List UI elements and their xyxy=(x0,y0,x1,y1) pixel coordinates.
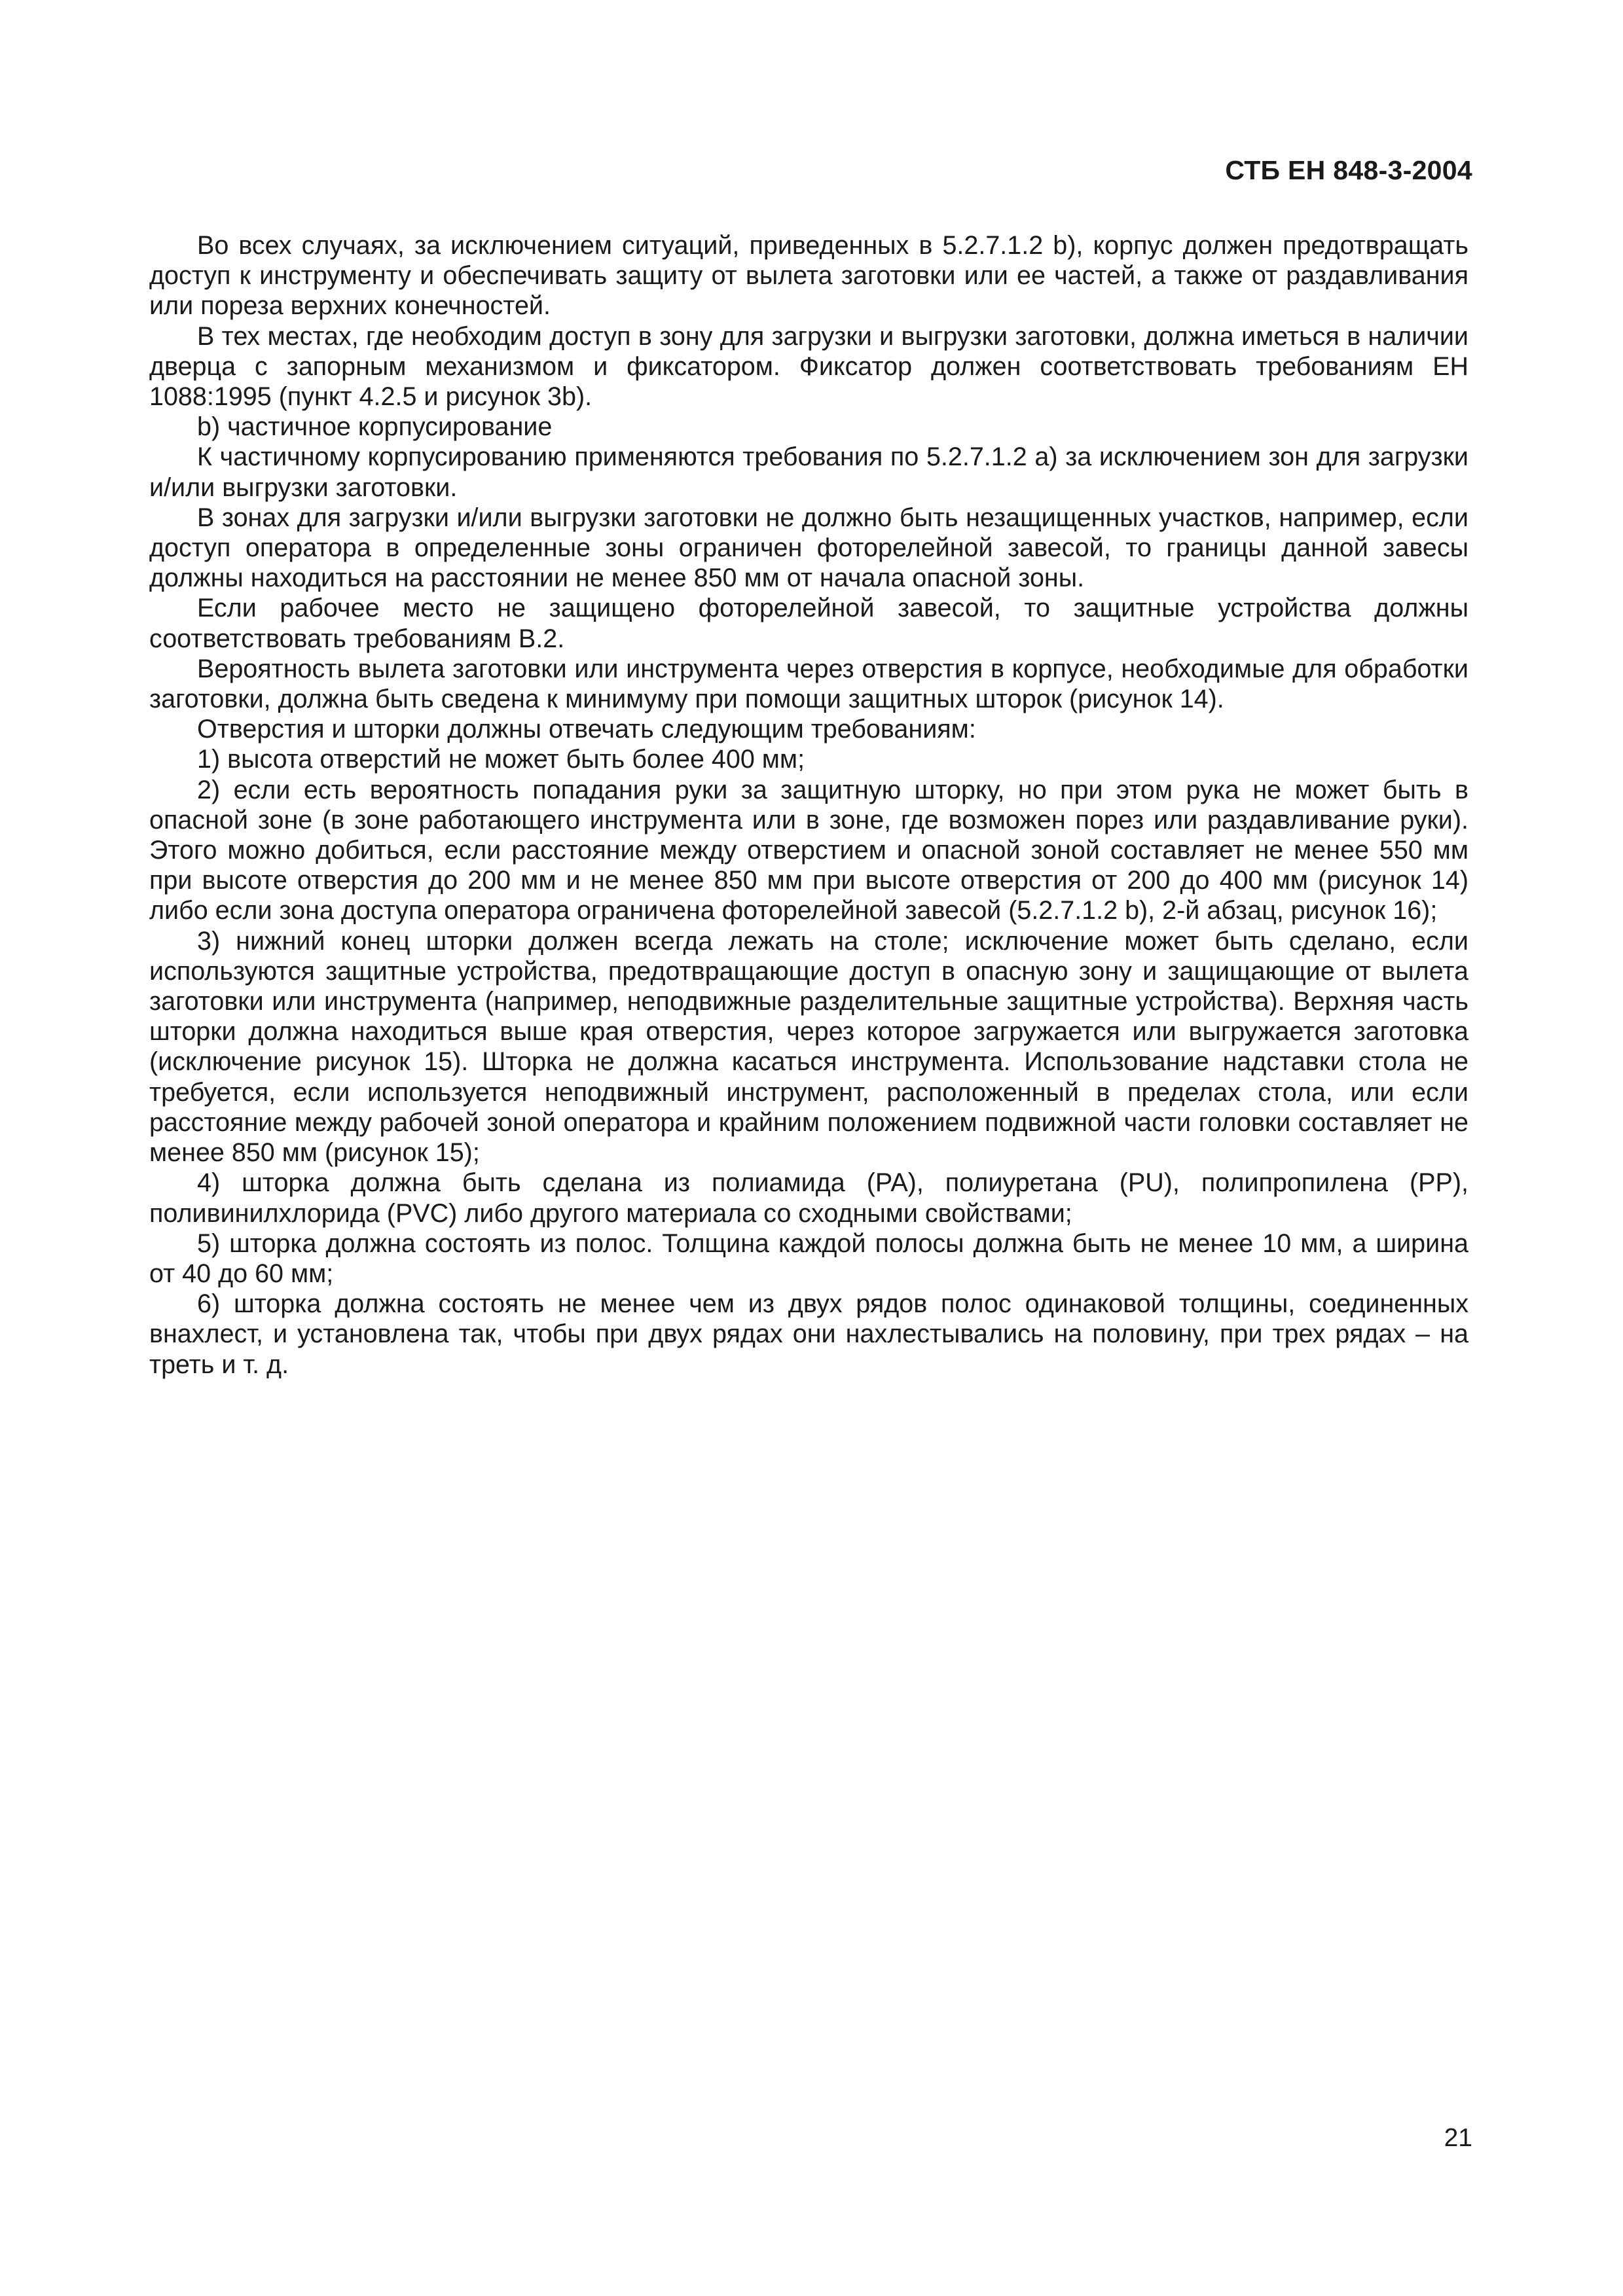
paragraph: В зонах для загрузки и/или выгрузки заготовки не должно быть незащищенных участков, например, если доступ оператора в определенные зоны ограничен фоторелейной завесой, то границы данной завесы должны находиться на расстоянии не менее 850 мм от начала опасной зоны. xyxy=(149,503,1468,593)
paragraph: В тех местах, где необходим доступ в зону для загрузки и выгрузки заготовки, должна иметься в наличии дверца с запорным механизмом и фиксатором. Фиксатор должен соответствовать требованиям ЕН 1088:1995 (пункт 4.2.5 и рисунок 3b). xyxy=(149,321,1468,412)
list-item: 4) шторка должна быть сделана из полиамида (PA), полиуретана (PU), полипропилена (PP), поливинилхлорида (PVC) либо другого материала со сходными свойствами; xyxy=(149,1168,1468,1228)
document-code-header: СТБ ЕН 848-3-2004 xyxy=(1225,155,1472,185)
list-item: 6) шторка должна состоять не менее чем из двух рядов полос одинаковой толщины, соединенных внахлест, и установлена так, чтобы при двух рядах они нахлестывались на половину, при трех рядах – на треть и т. д. xyxy=(149,1289,1468,1379)
paragraph: Во всех случаях, за исключением ситуаций, приведенных в 5.2.7.1.2 b), корпус должен предотвращать доступ к инструменту и обеспечивать защиту от вылета заготовки или ее частей, а также от раздавливания или пореза верхних конечностей. xyxy=(149,231,1468,321)
list-item: 5) шторка должна состоять из полос. Толщина каждой полосы должна быть не менее 10 мм, а ширина от 40 до 60 мм; xyxy=(149,1229,1468,1288)
paragraph: Вероятность вылета заготовки или инструмента через отверстия в корпусе, необходимые для обработки заготовки, должна быть сведена к минимуму при помощи защитных шторок (рисунок 14). xyxy=(149,654,1468,714)
page-number: 21 xyxy=(1444,2124,1472,2152)
paragraph: Если рабочее место не защищено фоторелейной завесой, то защитные устройства должны соответствовать требованиям В.2. xyxy=(149,594,1468,653)
list-item: 1) высота отверстий не может быть более 400 мм; xyxy=(197,745,805,774)
list-item: 3) нижний конец шторки должен всегда лежать на столе; исключение может быть сделано, если используются защитные устройства, предотвращающие доступ в опасную зону и защищающие от вылета заготовки или инструмента (например, неподвижные разделительные защитные устройства). Верхняя часть шторки должна находиться выше края отверстия, через которое загружается или выгружается заготовка (исключение рисунок 15). Шторка не должна касаться инструмента. Использование надставки стола не требуется, если используется неподвижный инструмент, расположенный в пределах стола, или если расстояние между рабочей зоной оператора и крайним положением подвижной части головки составляет не менее 850 мм (рисунок 15); xyxy=(149,926,1468,1168)
paragraph: Отверстия и шторки должны отвечать следующим требованиям: xyxy=(197,715,976,744)
subsection-heading: b) частичное корпусирование xyxy=(197,412,553,442)
body-text xyxy=(149,230,1468,1380)
paragraph: К частичному корпусированию применяются требования по 5.2.7.1.2 а) за исключением зон для загрузки и/или выгрузки заготовки. xyxy=(149,442,1468,502)
list-item: 2) если есть вероятность попадания руки за защитную шторку, но при этом рука не может быть в опасной зоне (в зоне работающего инструмента или в зоне, где возможен порез или раздавливание руки). Этого можно добиться, если расстояние между отверстием и опасной зоной составляет не менее 550 мм при высоте отверстия до 200 мм и не менее 850 мм при высоте отверстия от 200 до 400 мм (рисунок 14) либо если зона доступа оператора ограничена фоторелейной завесой (5.2.7.1.2 b), 2-й абзац, рисунок 16); xyxy=(149,775,1468,925)
